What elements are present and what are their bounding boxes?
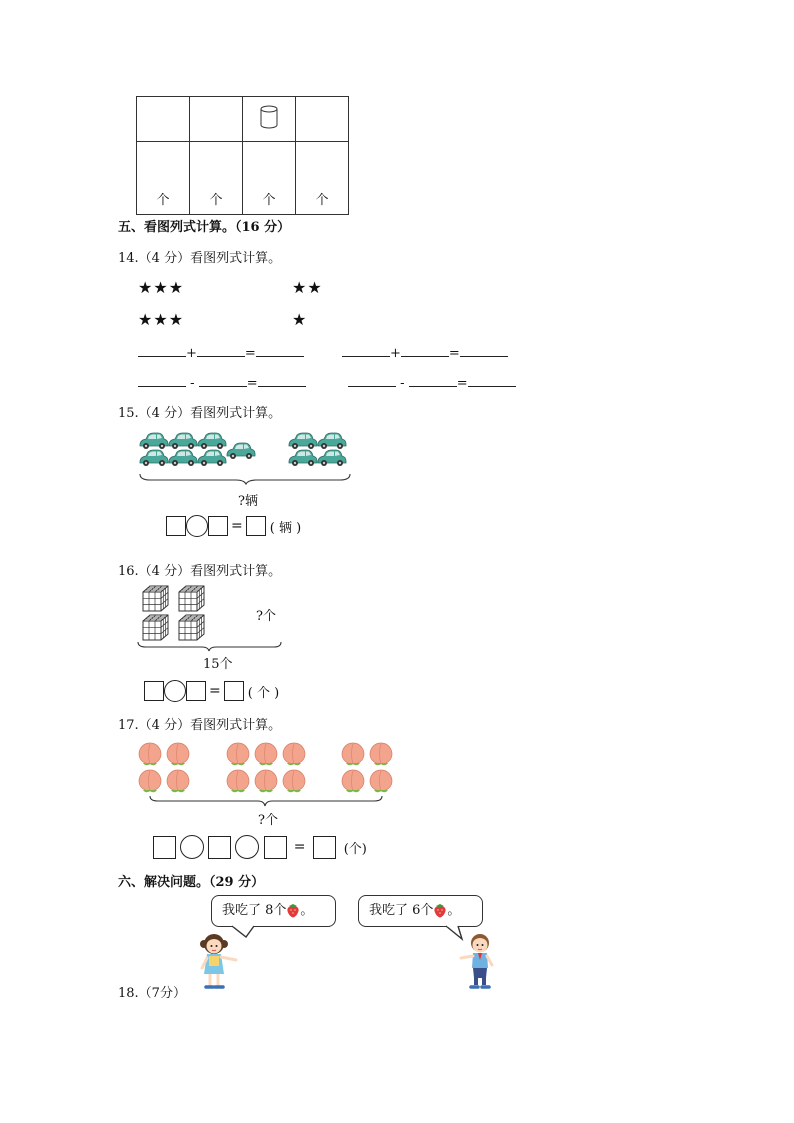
- equation-row: [138, 342, 304, 361]
- girl-speech-end: 。: [300, 903, 314, 918]
- strawberry-icon: [433, 903, 447, 918]
- car-icon: [289, 433, 317, 449]
- equation-boxes: [153, 835, 367, 859]
- equation-row: [138, 372, 306, 391]
- equals-sign: =: [231, 518, 243, 534]
- rubik-cube-icon: [179, 615, 204, 640]
- rubik-cube-icon: [143, 615, 168, 640]
- equals-sign: =: [209, 683, 221, 699]
- peach-icon: [283, 743, 305, 765]
- table-cell: [296, 97, 349, 142]
- unit-label: ( 辆 ): [269, 520, 302, 536]
- car-icon: [140, 433, 168, 449]
- peach-icon: [283, 770, 305, 792]
- rubik-cube-icon: [143, 586, 168, 611]
- section-title: 六、解决问题。（29 分）: [118, 875, 265, 890]
- equation-row: [348, 372, 516, 391]
- car-icon: [289, 450, 317, 466]
- peach-icon: [227, 770, 249, 792]
- answer-blank[interactable]: [258, 372, 306, 387]
- answer-blank[interactable]: [409, 372, 457, 387]
- question-mark-label: ?个: [256, 609, 276, 624]
- rubik-cube-icon: [179, 586, 204, 611]
- peach-icon: [227, 743, 249, 765]
- answer-blank[interactable]: [138, 342, 186, 357]
- question-label: 18.（7分）: [118, 986, 186, 1001]
- operator-circle[interactable]: [180, 835, 204, 859]
- car-icon: [169, 433, 197, 449]
- girl-speech-text: 我吃了 8个: [222, 903, 287, 918]
- peach-icon: [139, 770, 161, 792]
- answer-blank[interactable]: [342, 342, 390, 357]
- equals-sign: =: [456, 376, 468, 391]
- answer-box[interactable]: [208, 516, 228, 536]
- answer-blank[interactable]: [199, 372, 247, 387]
- star-group-right-row1: ★★: [292, 278, 323, 297]
- answer-box[interactable]: [166, 516, 186, 536]
- equation-boxes: [166, 515, 301, 537]
- answer-box[interactable]: [153, 836, 176, 859]
- girl-illustration: [196, 930, 244, 994]
- operator-circle[interactable]: [164, 680, 186, 702]
- car-icon: [198, 433, 226, 449]
- car-icon: [318, 450, 346, 466]
- car-icon: [227, 443, 255, 459]
- equation-boxes: [144, 680, 279, 702]
- brace-label: ?辆: [238, 494, 258, 509]
- boy-speech-end: 。: [447, 903, 461, 918]
- unit-label: (个): [343, 841, 367, 857]
- answer-box[interactable]: [208, 836, 231, 859]
- section-title: 五、看图列式计算。（16 分）: [118, 220, 291, 235]
- table-cell: 个: [243, 142, 296, 215]
- shape-count-table: [136, 96, 349, 215]
- girl-speech-bubble: [211, 895, 336, 927]
- plus-sign: +: [186, 346, 197, 361]
- equals-sign: =: [244, 346, 256, 361]
- star-group-left-row1: ★★★: [138, 278, 185, 297]
- question-label: 16.（4 分）看图列式计算。: [118, 564, 282, 579]
- answer-blank[interactable]: [460, 342, 508, 357]
- peach-icon: [342, 743, 364, 765]
- peach-icon: [342, 770, 364, 792]
- peach-icon: [139, 743, 161, 765]
- strawberry-icon: [286, 903, 300, 918]
- brace-label: ?个: [258, 813, 278, 828]
- question-label: 14.（4 分）看图列式计算。: [118, 251, 282, 266]
- car-icon: [140, 450, 168, 466]
- table-cell: [243, 97, 296, 142]
- question-label: 15.（4 分）看图列式计算。: [118, 406, 282, 421]
- cylinder-icon: [259, 104, 279, 130]
- table-cell: 个: [137, 142, 190, 215]
- equals-sign: =: [293, 839, 306, 855]
- answer-blank[interactable]: [468, 372, 516, 387]
- answer-blank[interactable]: [401, 342, 449, 357]
- unit-label: ( 个 ): [247, 685, 280, 701]
- car-icon: [169, 450, 197, 466]
- table-cell: 个: [190, 142, 243, 215]
- operator-circle[interactable]: [186, 515, 208, 537]
- answer-blank[interactable]: [138, 372, 186, 387]
- boy-speech-text: 我吃了 6个: [369, 903, 434, 918]
- answer-box[interactable]: [264, 836, 287, 859]
- answer-box[interactable]: [186, 681, 206, 701]
- answer-box[interactable]: [313, 836, 336, 859]
- plus-sign: +: [390, 346, 401, 361]
- peach-icon: [370, 743, 392, 765]
- question-label: 17.（4 分）看图列式计算。: [118, 718, 282, 733]
- boy-illustration: [456, 930, 502, 992]
- minus-sign: -: [400, 376, 405, 391]
- answer-box[interactable]: [224, 681, 244, 701]
- peach-icon: [167, 770, 189, 792]
- answer-blank[interactable]: [348, 372, 396, 387]
- peach-icon: [255, 770, 277, 792]
- car-icon: [318, 433, 346, 449]
- brace-label: 15个: [203, 657, 233, 672]
- minus-sign: -: [190, 376, 195, 391]
- star-group-left-row2: ★★★: [138, 310, 185, 329]
- equals-sign: =: [448, 346, 460, 361]
- star-group-right-row2: ★: [292, 310, 308, 329]
- table-cell: 个: [296, 142, 349, 215]
- equation-row: [342, 342, 508, 361]
- table-cell: [190, 97, 243, 142]
- car-picture: [132, 428, 362, 488]
- peach-icon: [255, 743, 277, 765]
- answer-box[interactable]: [246, 516, 266, 536]
- boy-speech-bubble: [358, 895, 483, 927]
- equals-sign: =: [246, 376, 258, 391]
- peach-picture: [134, 738, 394, 810]
- answer-box[interactable]: [144, 681, 164, 701]
- answer-blank[interactable]: [197, 342, 245, 357]
- operator-circle[interactable]: [235, 835, 259, 859]
- answer-blank[interactable]: [256, 342, 304, 357]
- peach-icon: [167, 743, 189, 765]
- table-cell: [137, 97, 190, 142]
- peach-icon: [370, 770, 392, 792]
- car-icon: [198, 450, 226, 466]
